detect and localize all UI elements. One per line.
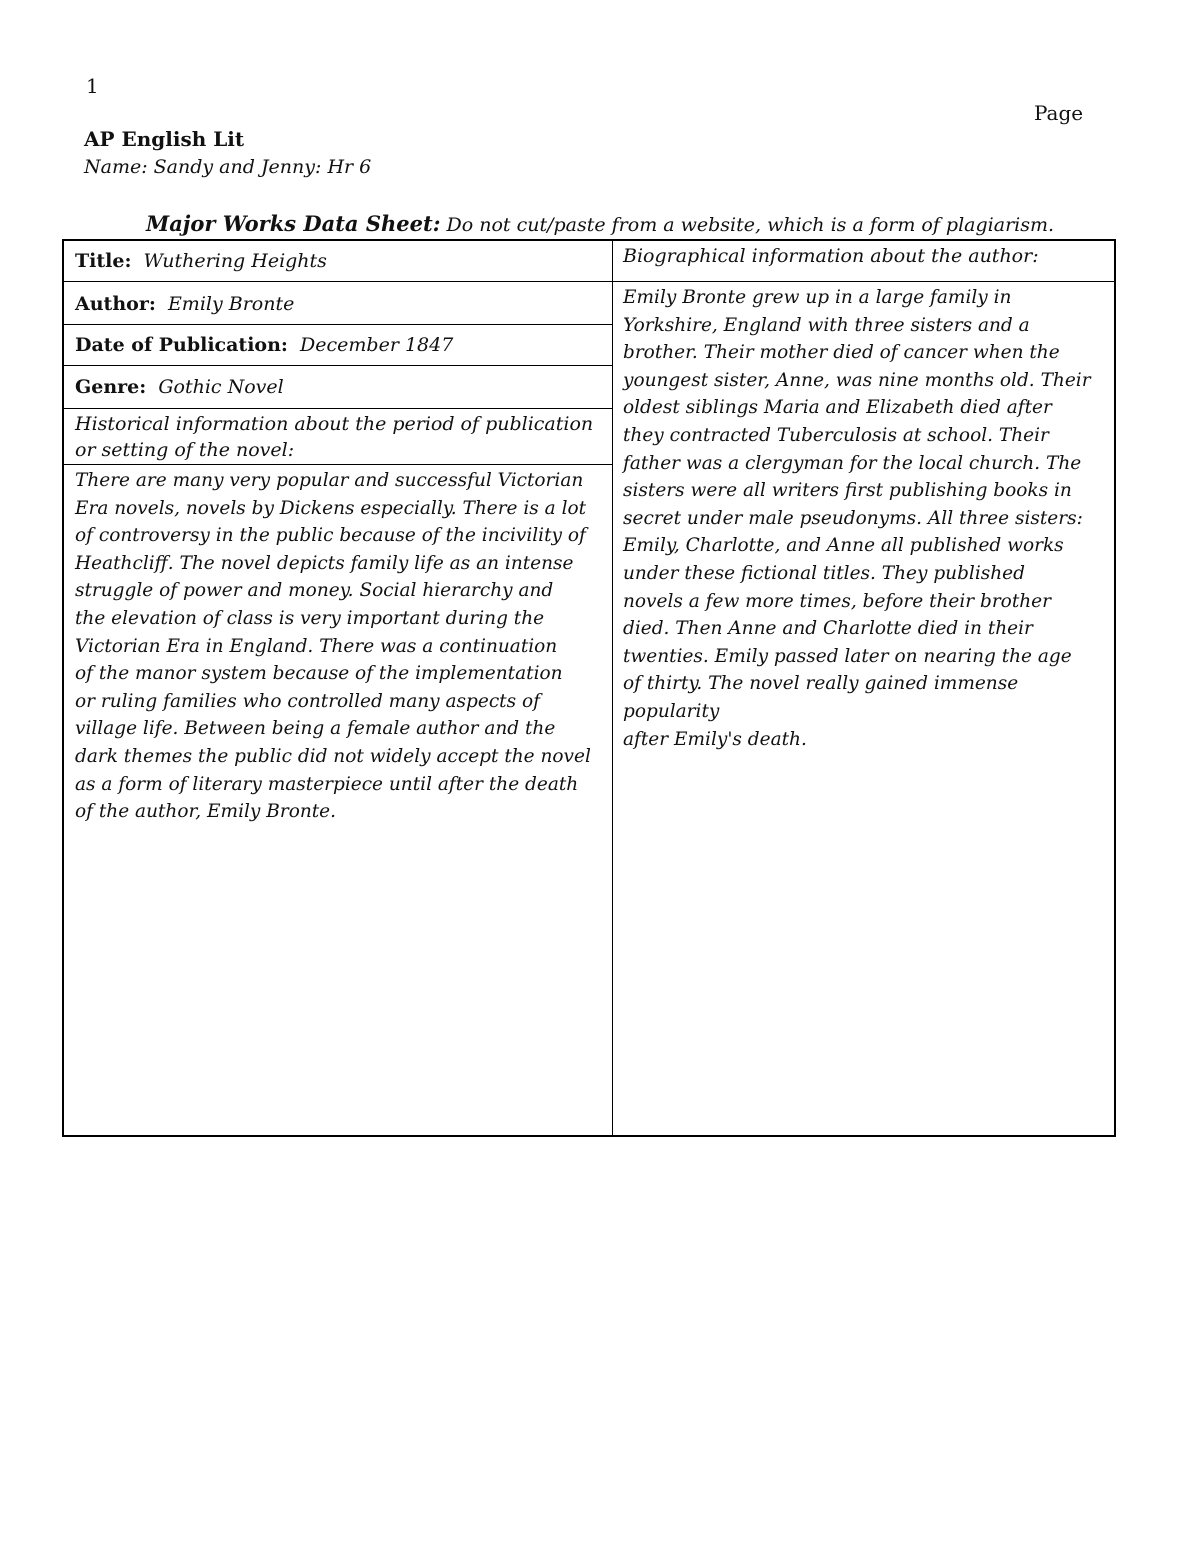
course-title: AP English Lit bbox=[84, 127, 245, 151]
text-line: dark themes the public did not widely accept the novel bbox=[75, 745, 591, 767]
date-value: December 1847 bbox=[300, 334, 454, 356]
genre-value: Gothic Novel bbox=[158, 376, 284, 398]
text-line: struggle of power and money. Social hierarchy and bbox=[75, 580, 554, 602]
page-label: Page bbox=[1034, 101, 1084, 125]
row-divider bbox=[64, 408, 612, 409]
data-sheet-table bbox=[62, 239, 1116, 1137]
text-line: Era novels, novels by Dickens especially. There is a lot bbox=[75, 497, 587, 519]
row-divider bbox=[64, 365, 612, 366]
text-line: Heathcliff. The novel depicts family life as an intense bbox=[75, 552, 574, 574]
text-line: or ruling families who controlled many aspects of bbox=[75, 690, 540, 712]
row-divider bbox=[612, 281, 1114, 282]
text-line: novels a few more times, before their brother bbox=[623, 590, 1051, 612]
student-names: Name: Sandy and Jenny: Hr 6 bbox=[84, 156, 372, 178]
text-line: Victorian Era in England. There was a continuation bbox=[75, 635, 558, 657]
sheet-heading-instruction: Do not cut/paste from a website, which is a form of plagiarism. bbox=[446, 214, 1055, 236]
text-line: Emily, Charlotte, and Anne all published works bbox=[623, 535, 1064, 557]
text-line: Yorkshire, England with three sisters and a bbox=[623, 314, 1030, 336]
text-line: brother. Their mother died of cancer when the bbox=[623, 342, 1060, 364]
text-line: of thirty. The novel really gained immense bbox=[623, 673, 1019, 695]
sheet-heading-title: Major Works Data Sheet: bbox=[145, 211, 441, 236]
text-line: oldest siblings Maria and Elizabeth died after bbox=[623, 397, 1052, 419]
genre-label: Genre: bbox=[75, 376, 147, 398]
text-line: Emily Bronte grew up in a large family in bbox=[623, 287, 1012, 308]
text-line: twenties. Emily passed later on nearing the age bbox=[623, 645, 1072, 667]
author-field bbox=[75, 291, 605, 319]
biographical-text bbox=[623, 284, 1107, 753]
date-label: Date of Publication: bbox=[75, 334, 288, 356]
text-line: after Emily's death. bbox=[623, 728, 807, 750]
historical-text bbox=[75, 467, 605, 826]
author-label: Author: bbox=[75, 293, 156, 315]
text-line: they contracted Tuberculosis at school. Their bbox=[623, 424, 1049, 446]
historical-prompt: Historical information about the period of publication or setting of the novel: bbox=[75, 413, 594, 461]
text-line: under these fictional titles. They published bbox=[623, 562, 1025, 584]
date-field bbox=[75, 332, 605, 360]
text-line: of the manor system because of the implementation bbox=[75, 663, 563, 685]
text-line: village life. Between being a female author and the bbox=[75, 718, 556, 740]
text-line: There are many very popular and successful Victorian bbox=[75, 470, 584, 491]
sheet-heading bbox=[0, 211, 1200, 236]
title-label: Title: bbox=[75, 250, 132, 272]
text-line: youngest sister, Anne, was nine months old. Their bbox=[623, 369, 1091, 391]
text-line: secret under male pseudonyms. All three sisters: bbox=[623, 507, 1083, 529]
text-line: of controversy in the public because of the incivility of bbox=[75, 525, 586, 547]
column-divider bbox=[612, 241, 613, 1135]
text-line: sisters were all writers first publishing books in bbox=[623, 480, 1072, 502]
genre-field bbox=[75, 374, 605, 402]
row-divider bbox=[64, 281, 612, 282]
text-line: died. Then Anne and Charlotte died in their bbox=[623, 618, 1033, 640]
text-line: popularity bbox=[623, 700, 720, 722]
title-value: Wuthering Heights bbox=[143, 250, 327, 272]
row-divider bbox=[64, 324, 612, 325]
author-value: Emily Bronte bbox=[167, 293, 295, 315]
row-divider bbox=[64, 464, 612, 465]
text-line: of the author, Emily Bronte. bbox=[75, 801, 337, 823]
biographical-prompt: Biographical information about the author: bbox=[623, 245, 1039, 267]
text-line: the elevation of class is very important during the bbox=[75, 607, 545, 629]
text-line: as a form of literary masterpiece until after the death bbox=[75, 773, 579, 795]
page-number: 1 bbox=[86, 74, 99, 98]
title-field bbox=[75, 248, 605, 276]
text-line: father was a clergyman for the local church. The bbox=[623, 452, 1082, 474]
